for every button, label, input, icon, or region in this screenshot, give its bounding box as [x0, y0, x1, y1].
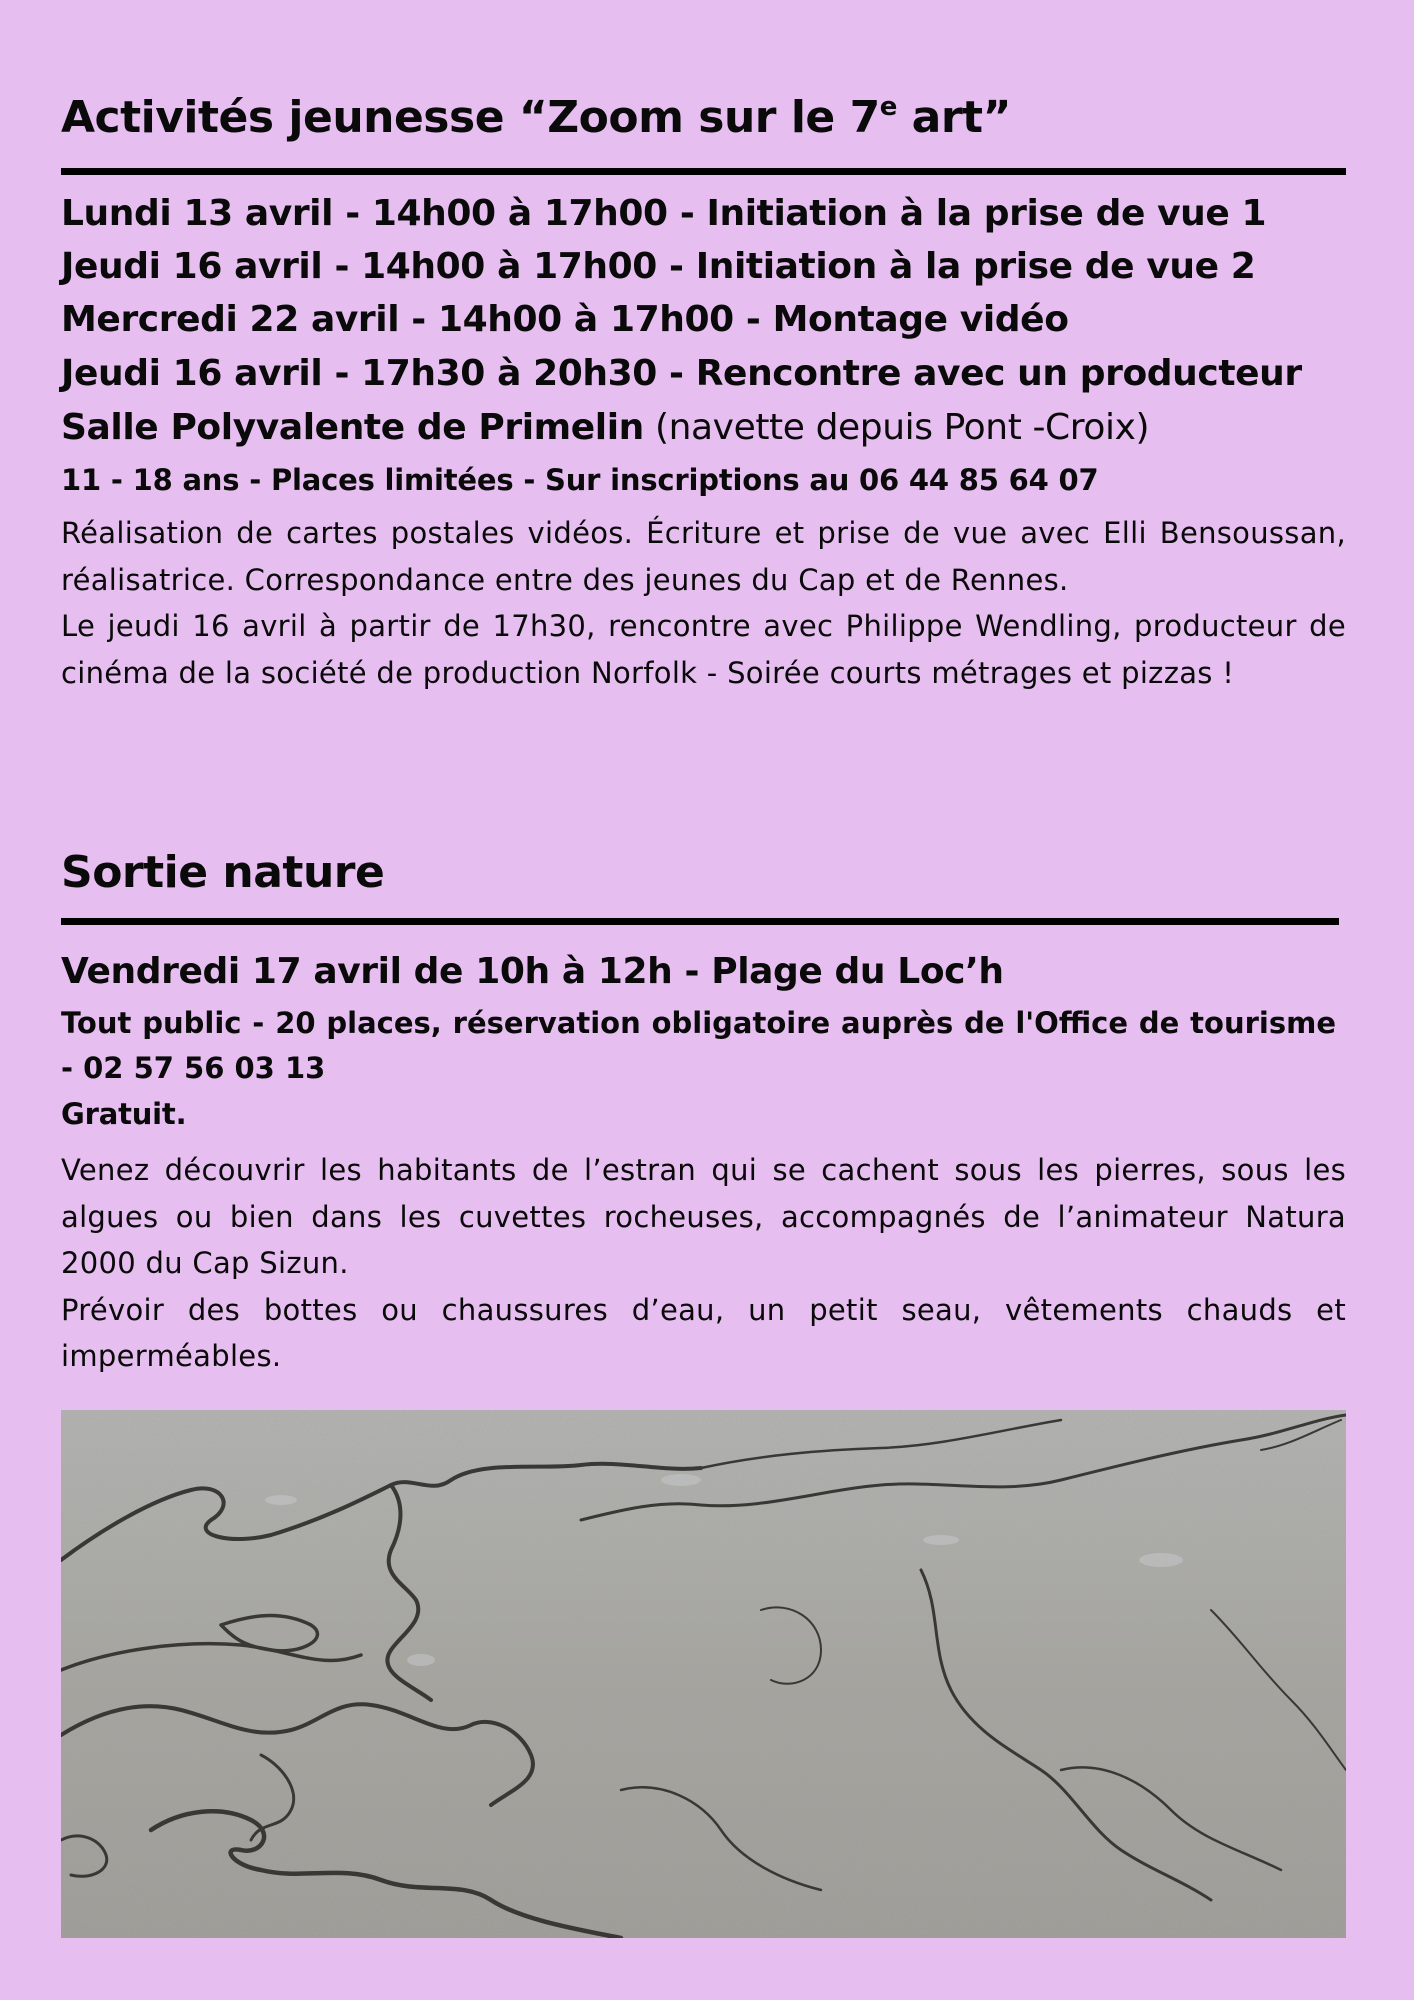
title-main-text: Activités jeunesse “Zoom sur le 7: [61, 92, 880, 143]
tidal-flat-photo: [61, 1410, 1346, 1938]
youth-description: [61, 510, 1346, 696]
price-line: Gratuit.: [61, 1097, 187, 1131]
section-divider: [61, 168, 1346, 175]
schedule-line: Mercredi 22 avril - 14h00 à 17h00 - Montage vidéo: [61, 299, 1069, 340]
booking-info: Tout public - 20 places, réservation obligatoire auprès de l'Office de tourisme - 02 57 56 03 13: [61, 1006, 1336, 1085]
nature-description: [61, 1147, 1346, 1380]
audience-line: 11 - 18 ans - Places limitées - Sur inscriptions au 06 44 85 64 07: [61, 463, 1099, 497]
section-title-youth-activities: [61, 92, 1011, 143]
description-paragraph: Le jeudi 16 avril à partir de 17h30, rencontre avec Philippe Wendling, producteur de cinéma de la société de production Norfolk - Soirée courts métrages et pizzas !: [61, 609, 1346, 690]
schedule-line: Jeudi 16 avril - 17h30 à 20h30 - Rencontre avec un producteur: [61, 353, 1302, 394]
venue-line: [61, 407, 1150, 448]
schedule-line: Jeudi 16 avril - 14h00 à 17h00 - Initiation à la prise de vue 2: [61, 246, 1256, 287]
title-superscript: e: [879, 92, 897, 122]
description-paragraph: Venez découvrir les habitants de l’estran qui se cachent sous les pierres, sous les algues ou bien dans les cuvettes rocheuses, accompagnés de l’animateur Natura 2000 du Cap Sizun.: [61, 1153, 1346, 1280]
venue-name: Salle Polyvalente de Primelin: [61, 407, 644, 448]
description-paragraph: Prévoir des bottes ou chaussures d’eau, un petit seau, vêtements chauds et imperméables.: [61, 1292, 1346, 1373]
section-divider: [61, 918, 1339, 925]
section-title-nature-outing: Sortie nature: [61, 847, 385, 898]
event-date-line: Vendredi 17 avril de 10h à 12h - Plage du Loc’h: [61, 951, 1004, 992]
venue-shuttle-note: (navette depuis Pont -Croix): [643, 407, 1150, 448]
description-paragraph: Réalisation de cartes postales vidéos. Écriture et prise de vue avec Elli Bensoussan, réalisatrice. Correspondance entre des jeunes du Cap et de Rennes.: [61, 516, 1346, 597]
mudflat-illustration: [61, 1410, 1346, 1938]
schedule-line: Lundi 13 avril - 14h00 à 17h00 - Initiation à la prise de vue 1: [61, 193, 1267, 234]
title-end-text: art”: [896, 92, 1011, 143]
